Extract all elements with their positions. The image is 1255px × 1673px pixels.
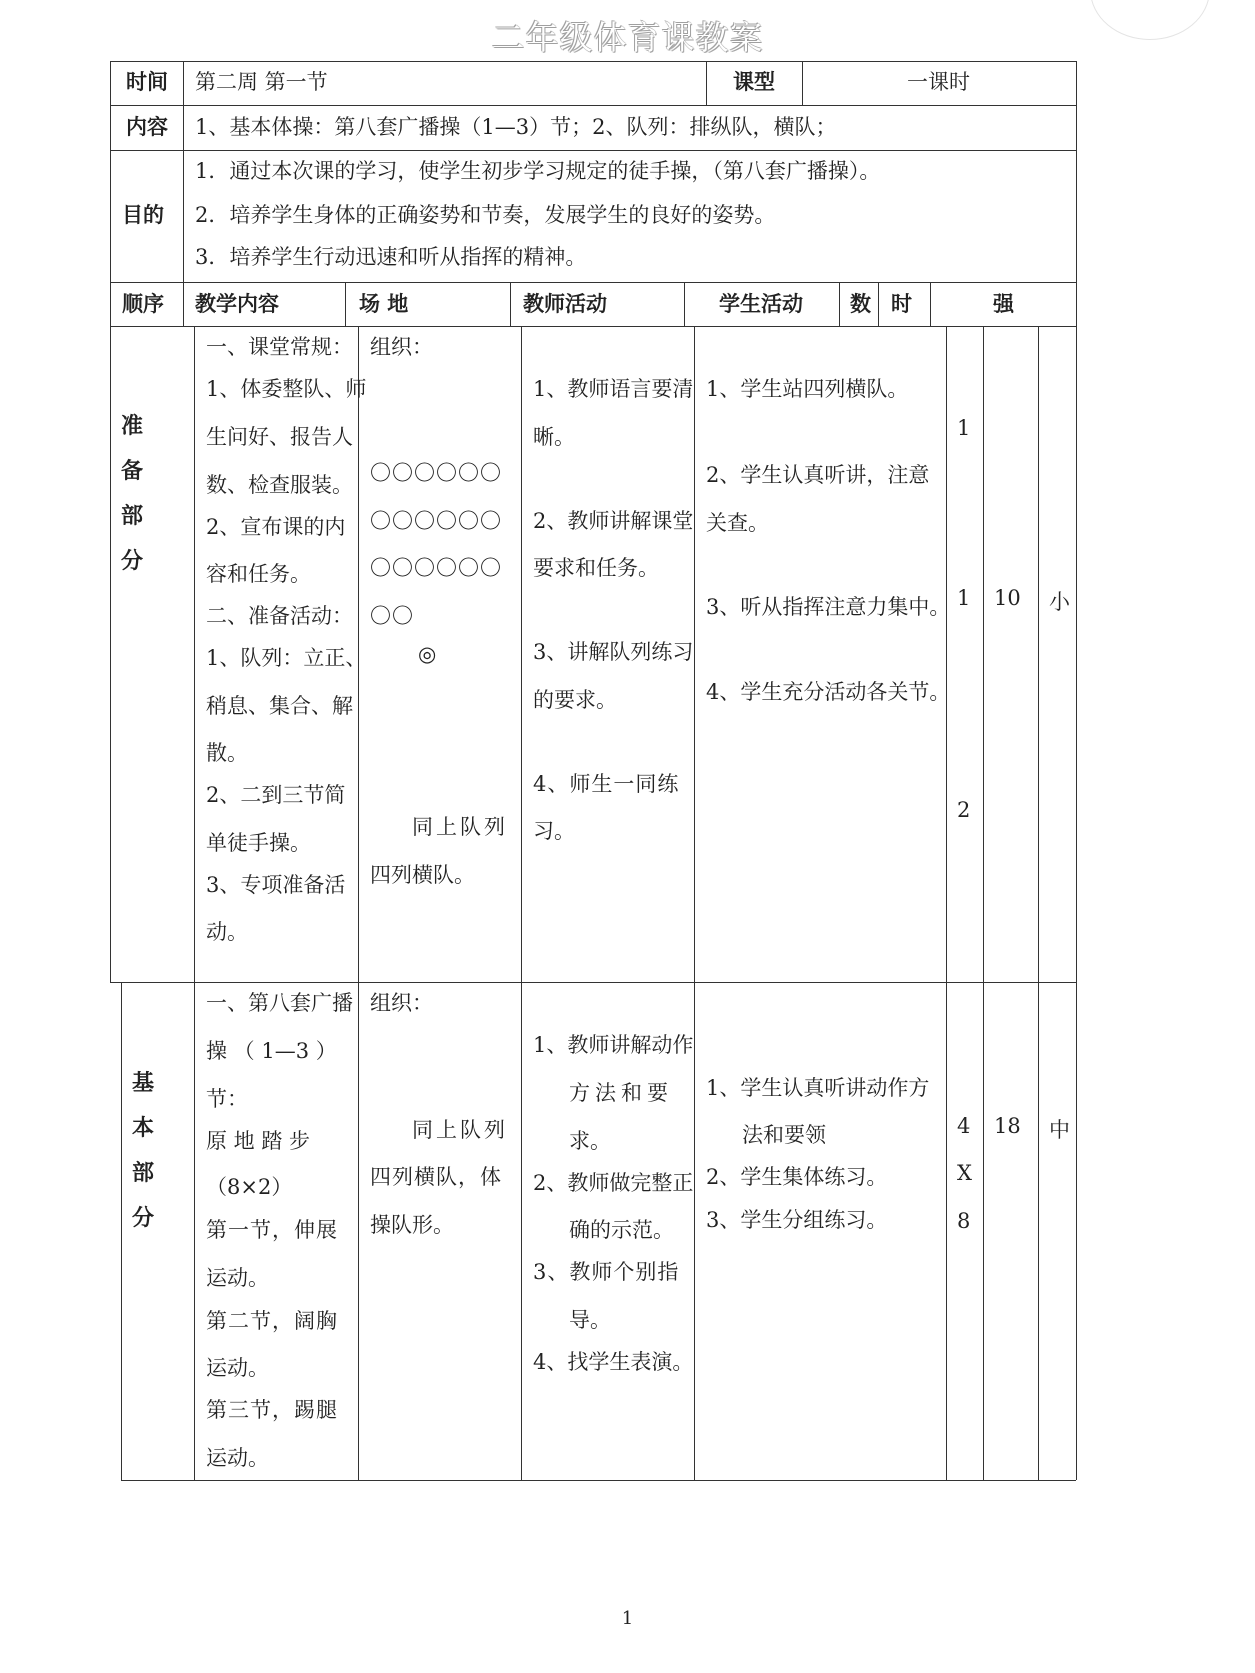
prep-content-line: 二、准备活动：	[206, 604, 353, 628]
prep-content-line: 动。	[206, 920, 248, 944]
prep-content-line: 单徒手操。	[206, 831, 311, 855]
basic-student-line: 3、学生分组练习。	[706, 1208, 888, 1232]
col-content: 教学内容	[195, 292, 279, 316]
col-count: 数	[850, 292, 871, 316]
prep-teacher-line: 3、讲解队列练习	[533, 640, 694, 664]
basic-content-line: 操 （ 1—3 ）	[206, 1039, 337, 1063]
prep-content-line: 一、课堂常规：	[206, 335, 353, 359]
basic-venue-note: 四列横队，体	[370, 1165, 502, 1189]
prep-content-line: 1、体委整队、师	[206, 377, 367, 401]
basic-teacher-line: 4、找学生表演。	[533, 1350, 694, 1374]
basic-content-line: 第三节，踢腿	[206, 1398, 338, 1422]
prep-content-line: 生问好、报告人	[206, 425, 353, 449]
prep-content-line: 稍息、集合、解	[206, 694, 353, 718]
prep-time: 10	[994, 586, 1021, 610]
table-rule	[946, 326, 947, 1480]
basic-content-line: 运动。	[206, 1266, 269, 1290]
col-order: 顺序	[122, 292, 164, 316]
table-rule	[510, 282, 511, 326]
basic-venue-note: 操队形。	[370, 1213, 454, 1237]
prep-teacher-line: 晰。	[533, 425, 575, 449]
table-rule	[345, 282, 346, 326]
teacher-position-icon: ◎	[418, 642, 437, 666]
content-label: 内容	[126, 115, 168, 139]
formation-row: 〇〇〇〇〇〇	[370, 556, 502, 580]
table-border-top	[110, 61, 1076, 62]
goal-line: 2．培养学生身体的正确姿势和节奏，发展学生的良好的姿势。	[195, 203, 776, 227]
prep-venue-note: 同上队列	[412, 815, 508, 839]
basic-teacher-line: 1、教师讲解动作	[533, 1033, 694, 1057]
page-number: 1	[621, 1608, 634, 1629]
table-border-right	[1076, 61, 1077, 1480]
table-rule	[878, 282, 879, 326]
col-student: 学生活动	[719, 292, 803, 316]
table-rule	[194, 326, 195, 1480]
prep-teacher-line: 1、教师语言要清	[533, 377, 694, 401]
basic-teacher-line: 确的示范。	[569, 1218, 674, 1242]
table-border-left	[121, 982, 122, 1480]
goal-label: 目的	[122, 203, 164, 227]
lesson-type-label: 课型	[733, 70, 775, 94]
prep-count: 1	[957, 416, 971, 440]
formation-row: 〇〇	[370, 604, 414, 628]
lesson-type-value: 一课时	[907, 70, 970, 94]
table-rule	[694, 326, 695, 1480]
basic-content-line: 原 地 踏 步	[206, 1129, 311, 1153]
basic-content-line: 运动。	[206, 1356, 269, 1380]
table-rule	[110, 282, 1076, 283]
prep-teacher-line: 习。	[533, 819, 575, 843]
basic-teacher-line: 方法和要	[569, 1081, 673, 1105]
prep-teacher-line: 4、师生一同练	[533, 772, 680, 796]
prep-section-label: 准 备 部 分	[120, 414, 143, 574]
basic-teacher-line: 求。	[569, 1129, 611, 1153]
table-rule	[684, 282, 685, 326]
table-border-left	[110, 61, 111, 982]
table-rule	[358, 326, 359, 1480]
goal-line: 1．通过本次课的学习，使学生初步学习规定的徒手操，（第八套广播操）。	[195, 159, 881, 183]
basic-student-line: 法和要领	[742, 1123, 826, 1147]
prep-student-line: 3、听从指挥注意力集中。	[706, 595, 951, 619]
col-time: 时	[891, 292, 912, 316]
prep-content-line: 2、二到三节简	[206, 783, 346, 807]
basic-content-line: 第一节，伸展	[206, 1218, 338, 1242]
basic-content-line: 第二节，阔胸	[206, 1309, 338, 1333]
prep-content-line: 3、专项准备活	[206, 873, 346, 897]
basic-content-line: 节：	[206, 1087, 248, 1111]
basic-content-line: 一、第八套广播	[206, 991, 353, 1015]
prep-venue-note: 四列横队。	[370, 863, 475, 887]
time-value: 第二周 第一节	[195, 70, 328, 94]
basic-content-line: 运动。	[206, 1446, 269, 1470]
prep-teacher-line: 要求和任务。	[533, 556, 659, 580]
prep-content-line: 容和任务。	[206, 562, 311, 586]
prep-venue-org: 组织：	[370, 335, 433, 359]
table-rule	[521, 326, 522, 1480]
table-rule	[1038, 326, 1039, 1480]
formation-row: 〇〇〇〇〇〇	[370, 461, 502, 485]
prep-content-line: 2、宣布课的内	[206, 515, 346, 539]
basic-section-label: 基 本 部 分	[131, 1071, 154, 1231]
basic-content-line: （8×2）	[206, 1175, 293, 1199]
table-rule	[110, 105, 1076, 106]
table-rule	[110, 982, 1076, 983]
col-venue: 场 地	[359, 292, 409, 316]
basic-student-line: 1、学生认真听讲动作方	[706, 1076, 930, 1100]
prep-content-line: 1、队列：立正、	[206, 646, 367, 670]
table-border-bottom	[121, 1480, 1076, 1481]
prep-count: 2	[957, 798, 971, 822]
basic-teacher-line: 3、教师个别指	[533, 1260, 680, 1284]
table-rule	[802, 61, 803, 105]
table-rule	[183, 61, 184, 326]
goal-line: 3．培养学生行动迅速和听从指挥的精神。	[195, 245, 587, 269]
prep-count: 1	[957, 586, 971, 610]
col-intensity: 强	[993, 292, 1014, 316]
prep-content-line: 数、检查服装。	[206, 473, 353, 497]
table-rule	[110, 326, 1076, 327]
prep-content-line: 散。	[206, 741, 248, 765]
prep-student-line: 1、学生站四列横队。	[706, 377, 909, 401]
formation-row: 〇〇〇〇〇〇	[370, 509, 502, 533]
table-rule	[983, 326, 984, 1480]
basic-venue-note: 同上队列	[412, 1118, 508, 1142]
prep-student-line: 2、学生认真听讲，注意	[706, 463, 930, 487]
prep-teacher-line: 2、教师讲解课堂	[533, 509, 694, 533]
basic-count: 8	[957, 1209, 971, 1233]
table-rule	[706, 61, 707, 105]
basic-count: 4	[957, 1114, 971, 1138]
content-value: 1、基本体操：第八套广播操（1—3）节；2、队列：排纵队，横队；	[195, 115, 837, 139]
basic-teacher-line: 2、教师做完整正	[533, 1171, 694, 1195]
basic-intensity: 中	[1049, 1118, 1070, 1142]
col-teacher: 教师活动	[523, 292, 607, 316]
document-title: 二年级体育课教案	[491, 18, 764, 57]
prep-intensity: 小	[1049, 590, 1070, 614]
basic-teacher-line: 导。	[569, 1308, 611, 1332]
basic-venue-org: 组织：	[370, 991, 433, 1015]
table-rule	[839, 282, 840, 326]
basic-time: 18	[994, 1114, 1021, 1138]
time-label: 时间	[126, 70, 168, 94]
prep-teacher-line: 的要求。	[533, 688, 617, 712]
basic-count: X	[957, 1161, 972, 1185]
table-rule	[930, 282, 931, 326]
table-rule	[110, 150, 1076, 151]
prep-student-line: 4、学生充分活动各关节。	[706, 680, 951, 704]
basic-student-line: 2、学生集体练习。	[706, 1165, 888, 1189]
prep-student-line: 关查。	[706, 511, 769, 535]
